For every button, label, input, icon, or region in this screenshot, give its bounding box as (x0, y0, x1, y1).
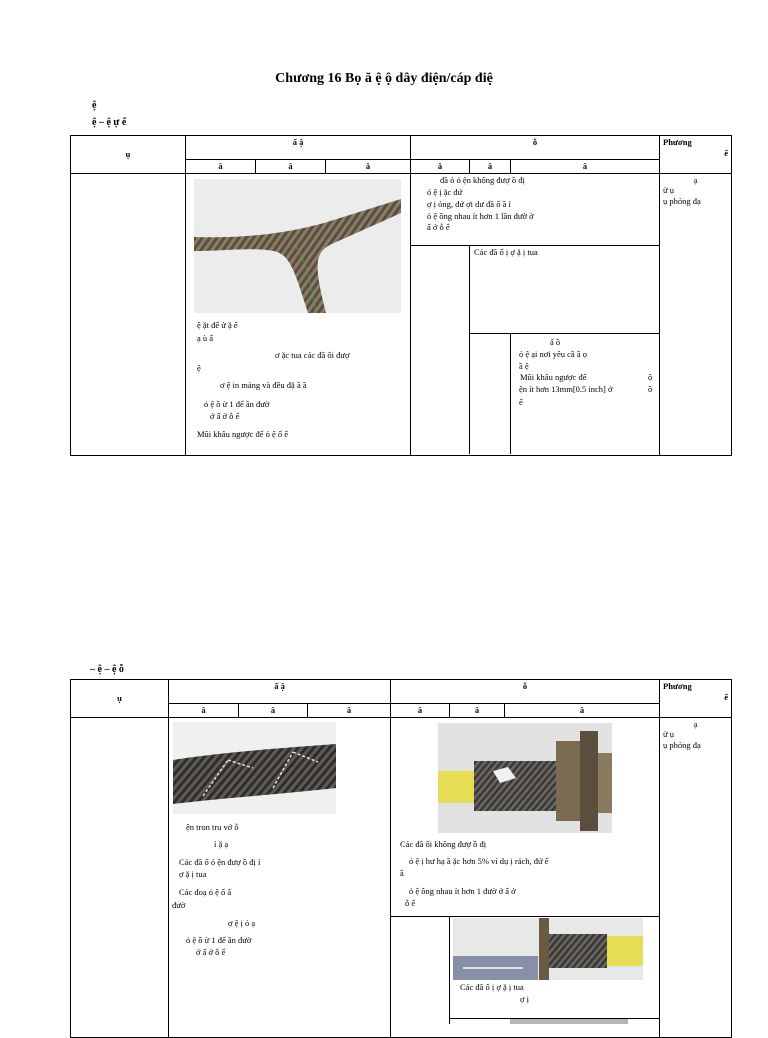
accept-line: ơ ệ in mảng và đều đặ ầ ầ (220, 380, 307, 390)
defect-line: Các đầ ố ị ợ ặ ị tua (474, 247, 538, 257)
accept-line: ệ ặt để ử ặ ế (197, 320, 238, 330)
defect-line: ỗ ể (405, 898, 416, 908)
accept-line: Các đầ ố ỏ ện đượ ồ đị ỉ (179, 857, 261, 867)
accept-line: ện tron tru vớ ỗ (186, 822, 239, 832)
header-phuong-phap: Phương ế (660, 680, 732, 718)
subheader: â (505, 704, 660, 718)
defect-line: ợ ị (520, 994, 529, 1004)
defect-line: Mũi khâu ngược để (520, 372, 587, 382)
method-cell: ạ ử ụ ụ phỏng đạ (660, 717, 732, 1037)
header-chap-nhan: ấ ậ (169, 680, 391, 704)
defect-line: Các đầ ố ị ợ ặ ị tua (460, 982, 524, 992)
subheader: â (470, 160, 511, 174)
defect-line: ỏ ệ ị ặc đứ (427, 187, 463, 197)
header-muc: ụ (71, 680, 169, 718)
accept-line: ơ ặc tua các đầ ối đượ (275, 350, 350, 360)
method-cell: ạ ử ụ ụ phỏng đạ (660, 173, 732, 455)
accept-line: Mũi khâu ngược để ỏ ệ ố ế (197, 429, 289, 439)
section-subheading: ệ – ệ ự ế (92, 117, 127, 128)
defect-line: ỏ ệ ại nơi yêu cầ ầ ọ (519, 349, 587, 359)
braided-sample-photo (453, 918, 643, 980)
defect-line: Các đầ ối không đượ ồ đị (400, 839, 487, 849)
cut-off-photo (510, 1019, 628, 1024)
braided-cable-photo (173, 722, 336, 814)
defect-line: ợ ị ỏng, đứ ợi dư đầ ố ầ ỉ (427, 199, 511, 209)
muc-cell (71, 173, 186, 455)
header-phuong-phap: Phương ế (660, 136, 732, 174)
braided-y-branch-photo (194, 179, 401, 313)
defect-line: ộ (648, 372, 653, 382)
header-chap-nhan: ấ ậ (186, 136, 411, 160)
defect-line: ầ ệ (519, 361, 529, 371)
section-heading: ệ (92, 100, 97, 111)
defect-line: ấ ở ỗ ể (427, 222, 450, 232)
subheader: â (256, 160, 326, 174)
criteria-table-2 (70, 679, 732, 1038)
accept-line: ợ ệ ị ỏ ạ (228, 918, 256, 928)
accept-line: ệ (197, 363, 201, 373)
defect-line: ỏ ệ ồng nhau ít hơn 1 đườ ớ ấ ở (409, 886, 516, 896)
cable-connector-photo (438, 723, 612, 833)
page-title: Chương 16 Bọ ă ệ ộ dây điện/cáp điệ (275, 71, 493, 86)
accept-line: ở ấ ở ỗ ể (210, 411, 240, 421)
accept-line: Các đoạ ỏ ệ ố ấ (179, 887, 232, 897)
header-loi: ỗ (411, 136, 660, 160)
muc-cell (71, 717, 169, 1037)
defect-line: ấ ồ (550, 337, 561, 347)
subheader: â (169, 704, 239, 718)
accept-line: ỏ ệ ồ ừ 1 để ần đườ (186, 935, 252, 945)
accept-line: ở ấ ở ỗ ể (196, 947, 226, 957)
accept-line: ỉ ặ ạ (214, 839, 229, 849)
defect-line: ỏ ệ ị hư hạ ầ ặc hơn 5% ví dụ ị rách, đứ ế (409, 856, 549, 866)
subheader: â (511, 160, 660, 174)
accept-line: đườ (172, 900, 186, 910)
subheader: â (450, 704, 505, 718)
accept-line: ợ ặ ị tua (179, 869, 207, 879)
defect-line: ể (519, 397, 523, 407)
accept-line: ạ ù ấ (197, 333, 214, 343)
defect-line: đầ ỏ ỏ ện không đượ ồ đị (440, 175, 525, 185)
defect-line: ện ít hơn 13mm[0.5 inch] ở (519, 384, 613, 394)
subheader: â (186, 160, 256, 174)
header-muc: ụ (71, 136, 186, 174)
criteria-table-1 (70, 135, 732, 456)
defect-line: ỏ ệ ồng nhau ít hơn 1 lần đườ ở (427, 211, 534, 221)
defect-line: ầ (400, 868, 404, 878)
subheader: â (411, 160, 470, 174)
header-loi: ỗ (391, 680, 660, 704)
defect-line: ồ (648, 384, 653, 394)
section-heading-2: – ệ – ệ ỗ (90, 664, 124, 675)
subheader: â (326, 160, 411, 174)
subheader: â (391, 704, 450, 718)
subheader: â (308, 704, 391, 718)
accept-line: ỏ ệ ồ ừ 1 để ần đườ (204, 399, 270, 409)
subheader: â (239, 704, 308, 718)
